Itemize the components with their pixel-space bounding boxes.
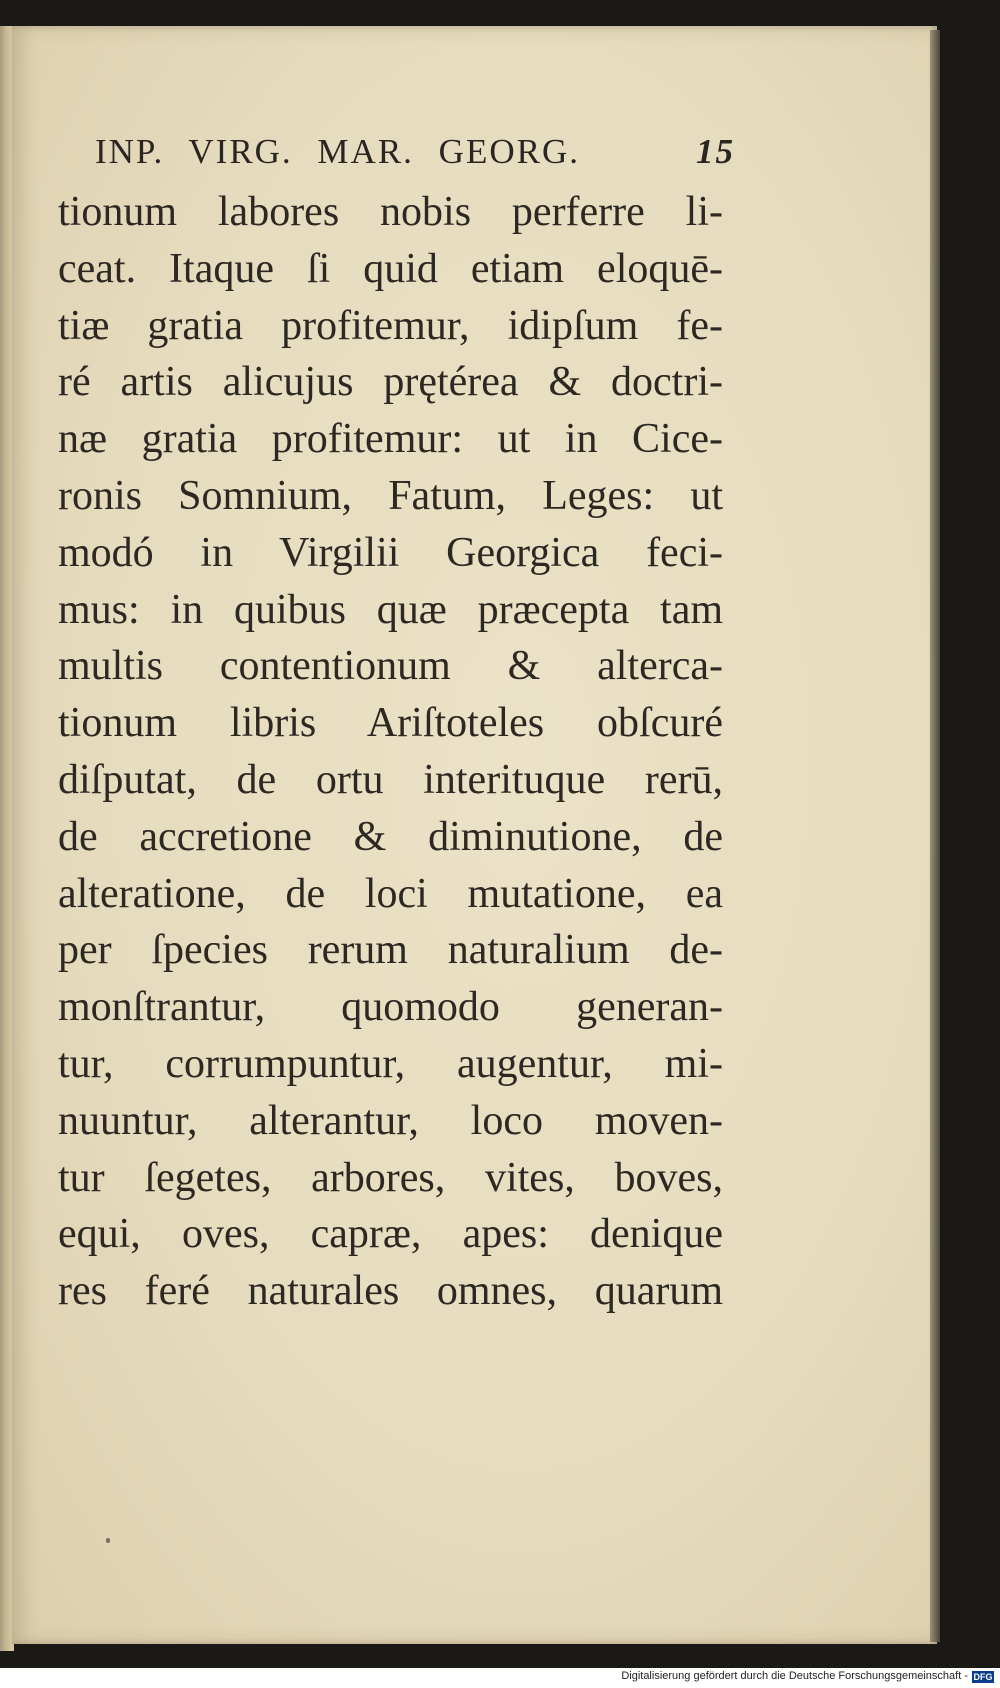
text-line: per ſpecies rerum naturalium de- xyxy=(58,927,723,974)
funding-credit: Digitalisierung gefördert durch die Deutsche Forschungsgemeinschaft - xyxy=(621,1670,968,1682)
body-text xyxy=(58,184,723,1320)
text-line: ceat. Itaque ſi quid etiam eloquē- xyxy=(58,245,723,292)
text-line: monſtrantur, quomodo generan- xyxy=(58,984,723,1031)
text-line: diſputat, de ortu interituque rerū, xyxy=(58,756,723,803)
text-line: modó in Virgilii Georgica feci- xyxy=(58,529,723,576)
text-line: tiæ gratia profitemur, idipſum fe- xyxy=(58,302,723,349)
page-edge-shadow xyxy=(930,30,940,1642)
text-line: mus: in quibus quæ præcepta tam xyxy=(58,586,723,633)
text-line: tionum labores nobis perferre li- xyxy=(58,189,723,235)
text-line: næ gratia profitemur: ut in Cice- xyxy=(58,416,723,463)
page-number: 15 xyxy=(696,132,735,171)
page-header xyxy=(95,132,735,176)
text-line: nuuntur, alterantur, loco moven- xyxy=(58,1097,723,1144)
text-line: equi, oves, capræ, apes: denique xyxy=(58,1211,723,1258)
text-line: alteratione, de loci mutatione, ea xyxy=(58,870,723,917)
text-line: multis contentionum & alterca- xyxy=(58,643,723,690)
text-line: ronis Somnium, Fatum, Leges: ut xyxy=(58,472,723,519)
digitization-footer xyxy=(0,1668,1000,1688)
text-line: tur, corrumpuntur, augentur, mi- xyxy=(58,1040,723,1087)
text-line: ré artis alicujus prętérea & doctri- xyxy=(58,359,723,406)
running-head: INP. VIRG. MAR. GEORG. xyxy=(95,132,580,171)
text-line: tionum libris Ariſtoteles obſcuré xyxy=(58,700,723,747)
text-line: de accretione & diminutione, de xyxy=(58,813,723,860)
dfg-logo: DFG xyxy=(973,1672,993,1682)
text-line: res feré naturales omnes, quarum xyxy=(58,1268,723,1315)
paper-speck xyxy=(106,1538,110,1543)
text-line: tur ſegetes, arbores, vites, boves, xyxy=(58,1154,723,1201)
